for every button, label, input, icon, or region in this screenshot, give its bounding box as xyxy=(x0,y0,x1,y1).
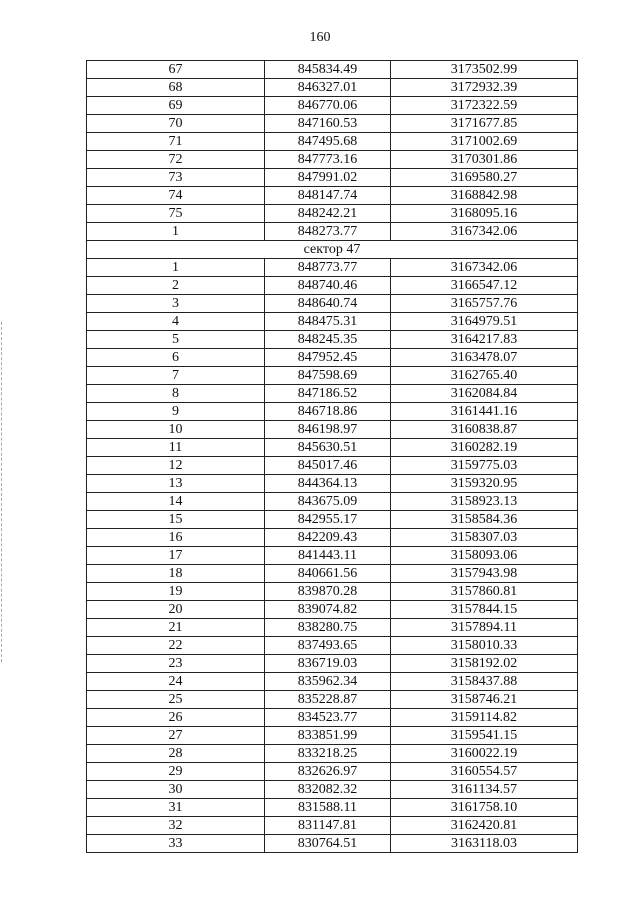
y-coordinate-cell: 3167342.06 xyxy=(391,259,578,277)
table-row xyxy=(87,799,578,817)
y-coordinate-cell: 3160554.57 xyxy=(391,763,578,781)
y-coordinate-cell: 3172322.59 xyxy=(391,97,578,115)
y-coordinate-cell: 3165757.76 xyxy=(391,295,578,313)
point-number-cell: 32 xyxy=(87,817,265,835)
x-coordinate-cell: 831588.11 xyxy=(265,799,391,817)
y-coordinate-cell: 3158584.36 xyxy=(391,511,578,529)
point-number-cell: 5 xyxy=(87,331,265,349)
y-coordinate-cell: 3172932.39 xyxy=(391,79,578,97)
table-row xyxy=(87,781,578,799)
y-coordinate-cell: 3159320.95 xyxy=(391,475,578,493)
y-coordinate-cell: 3158437.88 xyxy=(391,673,578,691)
point-number-cell: 9 xyxy=(87,403,265,421)
x-coordinate-cell: 833218.25 xyxy=(265,745,391,763)
point-number-cell: 14 xyxy=(87,493,265,511)
y-coordinate-cell: 3160838.87 xyxy=(391,421,578,439)
point-number-cell: 3 xyxy=(87,295,265,313)
table-row xyxy=(87,835,578,853)
y-coordinate-cell: 3161758.10 xyxy=(391,799,578,817)
point-number-cell: 1 xyxy=(87,259,265,277)
y-coordinate-cell: 3158746.21 xyxy=(391,691,578,709)
x-coordinate-cell: 830764.51 xyxy=(265,835,391,853)
point-number-cell: 74 xyxy=(87,187,265,205)
table-row xyxy=(87,277,578,295)
y-coordinate-cell: 3157894.11 xyxy=(391,619,578,637)
coordinates-table xyxy=(86,60,578,853)
x-coordinate-cell: 841443.11 xyxy=(265,547,391,565)
table-row xyxy=(87,313,578,331)
x-coordinate-cell: 847991.02 xyxy=(265,169,391,187)
table-row xyxy=(87,547,578,565)
table-row xyxy=(87,511,578,529)
y-coordinate-cell: 3159775.03 xyxy=(391,457,578,475)
binding-mark xyxy=(1,322,3,662)
table-row xyxy=(87,583,578,601)
x-coordinate-cell: 847773.16 xyxy=(265,151,391,169)
x-coordinate-cell: 848475.31 xyxy=(265,313,391,331)
x-coordinate-cell: 834523.77 xyxy=(265,709,391,727)
y-coordinate-cell: 3158093.06 xyxy=(391,547,578,565)
point-number-cell: 17 xyxy=(87,547,265,565)
x-coordinate-cell: 844364.13 xyxy=(265,475,391,493)
table-row xyxy=(87,673,578,691)
point-number-cell: 11 xyxy=(87,439,265,457)
y-coordinate-cell: 3158923.13 xyxy=(391,493,578,511)
point-number-cell: 72 xyxy=(87,151,265,169)
x-coordinate-cell: 845834.49 xyxy=(265,61,391,79)
point-number-cell: 4 xyxy=(87,313,265,331)
point-number-cell: 22 xyxy=(87,637,265,655)
point-number-cell: 8 xyxy=(87,385,265,403)
table-row xyxy=(87,367,578,385)
x-coordinate-cell: 845630.51 xyxy=(265,439,391,457)
table-row xyxy=(87,187,578,205)
point-number-cell: 75 xyxy=(87,205,265,223)
y-coordinate-cell: 3157943.98 xyxy=(391,565,578,583)
x-coordinate-cell: 839074.82 xyxy=(265,601,391,619)
x-coordinate-cell: 847952.45 xyxy=(265,349,391,367)
table-row xyxy=(87,349,578,367)
table-row xyxy=(87,133,578,151)
table-row xyxy=(87,457,578,475)
point-number-cell: 15 xyxy=(87,511,265,529)
point-number-cell: 69 xyxy=(87,97,265,115)
y-coordinate-cell: 3157844.15 xyxy=(391,601,578,619)
x-coordinate-cell: 847186.52 xyxy=(265,385,391,403)
x-coordinate-cell: 832082.32 xyxy=(265,781,391,799)
table-row xyxy=(87,709,578,727)
table-row xyxy=(87,259,578,277)
x-coordinate-cell: 848740.46 xyxy=(265,277,391,295)
y-coordinate-cell: 3170301.86 xyxy=(391,151,578,169)
y-coordinate-cell: 3158307.03 xyxy=(391,529,578,547)
table-row xyxy=(87,331,578,349)
table-row xyxy=(87,385,578,403)
x-coordinate-cell: 838280.75 xyxy=(265,619,391,637)
table-row xyxy=(87,403,578,421)
y-coordinate-cell: 3158010.33 xyxy=(391,637,578,655)
point-number-cell: 21 xyxy=(87,619,265,637)
table-row xyxy=(87,619,578,637)
point-number-cell: 28 xyxy=(87,745,265,763)
x-coordinate-cell: 847160.53 xyxy=(265,115,391,133)
x-coordinate-cell: 836719.03 xyxy=(265,655,391,673)
table-row xyxy=(87,205,578,223)
point-number-cell: 27 xyxy=(87,727,265,745)
point-number-cell: 10 xyxy=(87,421,265,439)
table-row xyxy=(87,493,578,511)
table-row xyxy=(87,97,578,115)
y-coordinate-cell: 3159114.82 xyxy=(391,709,578,727)
point-number-cell: 67 xyxy=(87,61,265,79)
y-coordinate-cell: 3167342.06 xyxy=(391,223,578,241)
x-coordinate-cell: 846718.86 xyxy=(265,403,391,421)
table-row xyxy=(87,223,578,241)
point-number-cell: 20 xyxy=(87,601,265,619)
point-number-cell: 23 xyxy=(87,655,265,673)
point-number-cell: 1 xyxy=(87,223,265,241)
point-number-cell: 70 xyxy=(87,115,265,133)
x-coordinate-cell: 848640.74 xyxy=(265,295,391,313)
table-row xyxy=(87,151,578,169)
point-number-cell: 68 xyxy=(87,79,265,97)
point-number-cell: 13 xyxy=(87,475,265,493)
y-coordinate-cell: 3164979.51 xyxy=(391,313,578,331)
x-coordinate-cell: 845017.46 xyxy=(265,457,391,475)
x-coordinate-cell: 846327.01 xyxy=(265,79,391,97)
y-coordinate-cell: 3164217.83 xyxy=(391,331,578,349)
table-row xyxy=(87,655,578,673)
x-coordinate-cell: 833851.99 xyxy=(265,727,391,745)
x-coordinate-cell: 848147.74 xyxy=(265,187,391,205)
point-number-cell: 24 xyxy=(87,673,265,691)
point-number-cell: 71 xyxy=(87,133,265,151)
point-number-cell: 30 xyxy=(87,781,265,799)
y-coordinate-cell: 3163118.03 xyxy=(391,835,578,853)
x-coordinate-cell: 837493.65 xyxy=(265,637,391,655)
table-row xyxy=(87,691,578,709)
point-number-cell: 18 xyxy=(87,565,265,583)
y-coordinate-cell: 3171677.85 xyxy=(391,115,578,133)
point-number-cell: 33 xyxy=(87,835,265,853)
x-coordinate-cell: 840661.56 xyxy=(265,565,391,583)
point-number-cell: 16 xyxy=(87,529,265,547)
y-coordinate-cell: 3157860.81 xyxy=(391,583,578,601)
y-coordinate-cell: 3171002.69 xyxy=(391,133,578,151)
table-row xyxy=(87,763,578,781)
table-row xyxy=(87,529,578,547)
y-coordinate-cell: 3163478.07 xyxy=(391,349,578,367)
x-coordinate-cell: 843675.09 xyxy=(265,493,391,511)
y-coordinate-cell: 3173502.99 xyxy=(391,61,578,79)
y-coordinate-cell: 3161134.57 xyxy=(391,781,578,799)
y-coordinate-cell: 3162420.81 xyxy=(391,817,578,835)
table-row xyxy=(87,601,578,619)
table-row xyxy=(87,637,578,655)
x-coordinate-cell: 831147.81 xyxy=(265,817,391,835)
table-row xyxy=(87,61,578,79)
y-coordinate-cell: 3160022.19 xyxy=(391,745,578,763)
x-coordinate-cell: 847495.68 xyxy=(265,133,391,151)
y-coordinate-cell: 3162084.84 xyxy=(391,385,578,403)
point-number-cell: 31 xyxy=(87,799,265,817)
x-coordinate-cell: 842955.17 xyxy=(265,511,391,529)
table-row xyxy=(87,439,578,457)
point-number-cell: 29 xyxy=(87,763,265,781)
table-row xyxy=(87,115,578,133)
section-label: сектор 47 xyxy=(87,241,578,259)
point-number-cell: 19 xyxy=(87,583,265,601)
point-number-cell: 7 xyxy=(87,367,265,385)
x-coordinate-cell: 846770.06 xyxy=(265,97,391,115)
page-number: 160 xyxy=(309,30,331,45)
table-row xyxy=(87,169,578,187)
y-coordinate-cell: 3166547.12 xyxy=(391,277,578,295)
x-coordinate-cell: 835228.87 xyxy=(265,691,391,709)
x-coordinate-cell: 847598.69 xyxy=(265,367,391,385)
table-row xyxy=(87,295,578,313)
point-number-cell: 12 xyxy=(87,457,265,475)
y-coordinate-cell: 3168842.98 xyxy=(391,187,578,205)
point-number-cell: 25 xyxy=(87,691,265,709)
point-number-cell: 2 xyxy=(87,277,265,295)
y-coordinate-cell: 3169580.27 xyxy=(391,169,578,187)
table-row xyxy=(87,475,578,493)
x-coordinate-cell: 832626.97 xyxy=(265,763,391,781)
x-coordinate-cell: 848773.77 xyxy=(265,259,391,277)
x-coordinate-cell: 846198.97 xyxy=(265,421,391,439)
x-coordinate-cell: 835962.34 xyxy=(265,673,391,691)
table-row xyxy=(87,745,578,763)
table-row xyxy=(87,79,578,97)
table-row xyxy=(87,727,578,745)
table-row xyxy=(87,565,578,583)
point-number-cell: 26 xyxy=(87,709,265,727)
x-coordinate-cell: 842209.43 xyxy=(265,529,391,547)
x-coordinate-cell: 848242.21 xyxy=(265,205,391,223)
table-row xyxy=(87,817,578,835)
x-coordinate-cell: 848273.77 xyxy=(265,223,391,241)
y-coordinate-cell: 3159541.15 xyxy=(391,727,578,745)
y-coordinate-cell: 3162765.40 xyxy=(391,367,578,385)
table-row xyxy=(87,421,578,439)
coordinates-table-body xyxy=(87,61,578,853)
y-coordinate-cell: 3168095.16 xyxy=(391,205,578,223)
x-coordinate-cell: 848245.35 xyxy=(265,331,391,349)
section-row xyxy=(87,241,578,259)
point-number-cell: 6 xyxy=(87,349,265,367)
y-coordinate-cell: 3161441.16 xyxy=(391,403,578,421)
x-coordinate-cell: 839870.28 xyxy=(265,583,391,601)
point-number-cell: 73 xyxy=(87,169,265,187)
y-coordinate-cell: 3160282.19 xyxy=(391,439,578,457)
y-coordinate-cell: 3158192.02 xyxy=(391,655,578,673)
